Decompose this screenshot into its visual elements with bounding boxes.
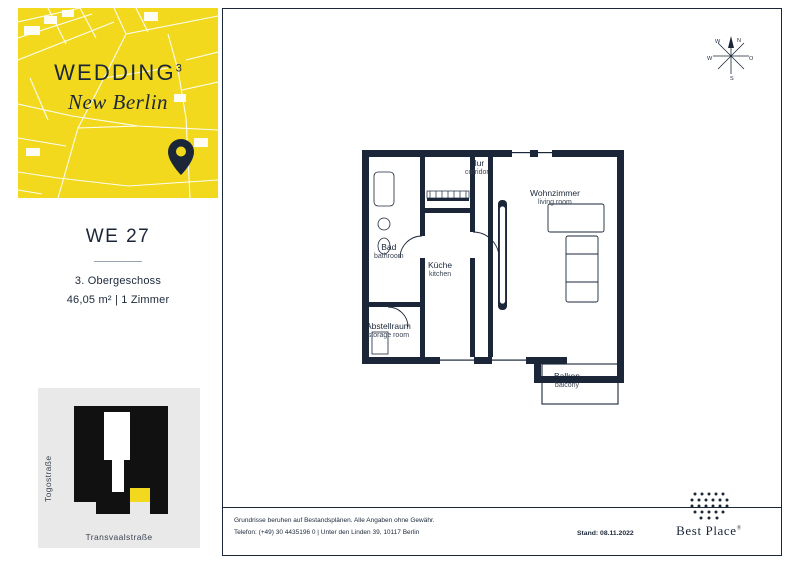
- room-label-storage: Abstellraum storage room: [366, 321, 411, 339]
- frame-right: [781, 8, 782, 556]
- svg-text:W: W: [715, 39, 721, 45]
- street-label-bottom: Transvaalstraße: [85, 532, 153, 542]
- floor-plan-drawing: [352, 136, 642, 406]
- unit-floor: 3. Obergeschoss: [74, 275, 162, 287]
- brand-script-text: New Berlin: [67, 90, 169, 114]
- svg-text:S: S: [730, 76, 734, 82]
- frame-top: [222, 8, 782, 9]
- best-place-wordmark: Best Place®: [676, 523, 742, 538]
- room-label-living-room: Wohnzimmer living room: [530, 188, 580, 206]
- plan-panel: [222, 8, 782, 556]
- brand-superscript: 3: [175, 62, 182, 75]
- frame-bottom: [222, 555, 782, 556]
- room-label-balcony: Balkon balcony: [554, 371, 580, 389]
- divider: [94, 261, 142, 262]
- left-column: [18, 8, 218, 556]
- unit-info-block: [18, 198, 218, 306]
- unit-title: WE 27: [85, 226, 151, 247]
- footer-disclaimer-block: [234, 515, 435, 539]
- best-place-logo: [654, 490, 764, 546]
- svg-text:W: W: [707, 56, 713, 62]
- svg-text:O: O: [749, 56, 754, 62]
- brand-wordmark: [18, 60, 218, 115]
- room-label-kitchen: Küche kitchen: [428, 260, 453, 278]
- room-label-bathroom: Bad bathroom: [374, 242, 404, 260]
- compass-icon: [705, 30, 757, 82]
- footer-date: Stand: 08.11.2022: [577, 530, 634, 537]
- footer-disclaimer: Grundrisse beruhen auf Bestandsplänen. Alle Angaben ohne Gewähr.: [234, 516, 435, 524]
- registered-mark: ®: [736, 525, 742, 532]
- map-pin-icon: [166, 138, 196, 176]
- street-label-left: Togostraße: [43, 455, 53, 503]
- brand-main-text: WEDDING$^3$: [54, 60, 182, 85]
- unit-area: 46,05 m² | 1 Zimmer: [66, 294, 170, 306]
- svg-text:N: N: [737, 38, 741, 44]
- floor-plan-svg: [352, 136, 642, 406]
- building-footprint-icon: [66, 406, 176, 514]
- site-plan: [38, 388, 200, 548]
- dot-pattern-icon: [687, 490, 731, 522]
- footer-contact: Telefon: (+49) 30 4435196 0 | Unter den Linden 39, 10117 Berlin: [234, 528, 420, 536]
- brand-logo-tile: [18, 8, 218, 198]
- room-label-corridor: Flur corridor: [465, 158, 489, 176]
